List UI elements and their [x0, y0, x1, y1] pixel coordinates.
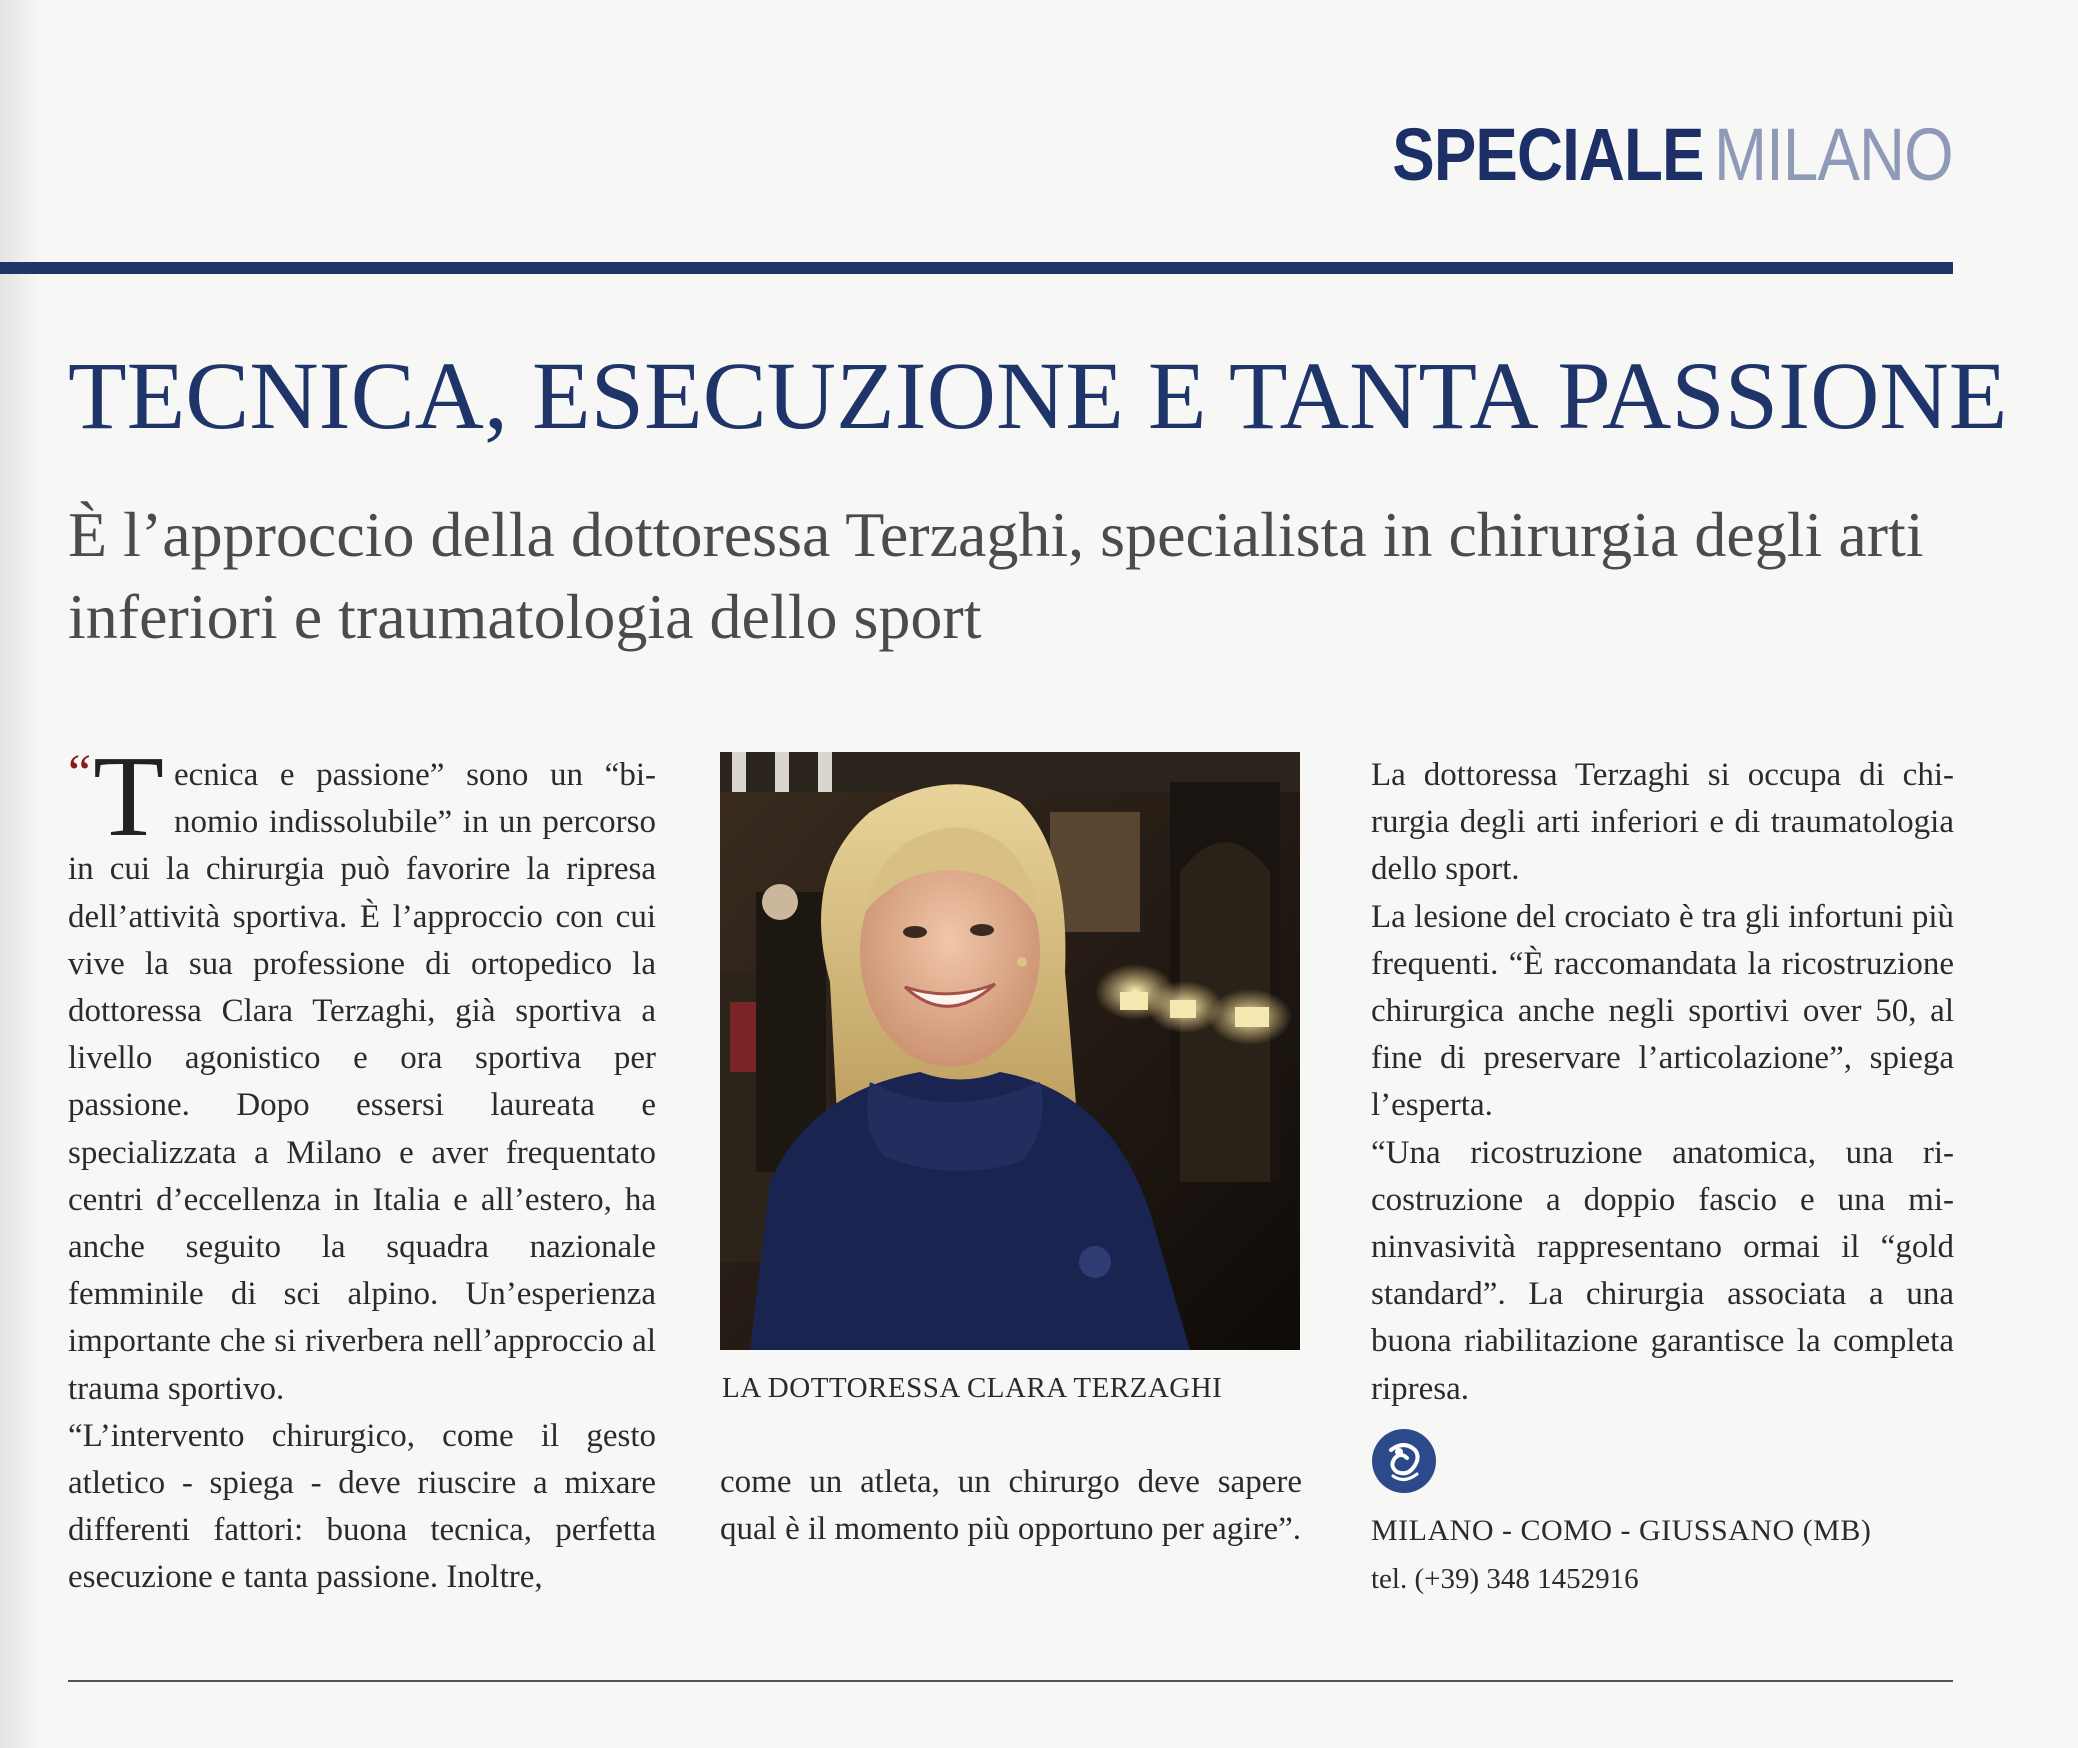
contact-phone: tel. (+39) 348 1452916 [1371, 1563, 1639, 1595]
article-subheadline: È l’approccio della dottoressa Terzaghi, specialista in chirurgia degli arti inferiori e traumatologia dello sport [68, 499, 1924, 652]
left-paragraph-1-text: ecnica e passione” sono un “binomio indissolubile” in un percorso in cui la chirurgia può favorire la ripresa dell’attività sportiva. È l’approccio con cui vive la sua professione di ortopedico la dottoressa Clara Terzaghi, già sportiva a livello agonistico e ora sportiva per passione. Dopo essersi laureata e specializzata a Milano e aver frequentato centri d’eccellenza in Italia e all’estero, ha anche seguito la squadra nazionale femminile di sci alpino. Un’esperienza importante che si riverbera nell’approccio al trauma sportivo. [68, 757, 656, 1407]
contact-cities: MILANO - COMO - GIUSSANO (MB) [1371, 1514, 1872, 1547]
dropcap-quote: “ [68, 745, 90, 802]
clinic-logo-icon [1371, 1428, 1437, 1494]
right-paragraph-2: La lesione del crociato è tra gli infortuni più frequenti. “È raccomandata la ricostruzione chirurgica anche negli sportivi over 50, al fine di preservare l’articolazione”, spiega l’esperta. [1371, 898, 1954, 1124]
left-paragraph-2: “L’intervento chirurgico, come il gesto atletico - spiega - deve riuscire a mixare differenti fattori: buona tecnica, perfetta esecuzione e tanta passione. Inoltre, [68, 1417, 656, 1596]
portrait-photo [720, 752, 1300, 1350]
article-column-middle [720, 1459, 1302, 1553]
middle-paragraph: come un atleta, un chirurgo deve sapere qual è il momento più opportuno per agire”. [720, 1464, 1302, 1548]
footer-rule [68, 1680, 1953, 1682]
dropcap-letter: T [93, 733, 164, 861]
section-header [1392, 113, 1953, 196]
right-paragraph-3: “Una ricostruzione anatomica, una ricostruzione a doppio fascio e una mininvasività rappresentano ormai il “gold standard”. La chirurgia associata a una buona riabilitazione garantisce la completa ripresa. [1371, 1134, 1954, 1407]
photo-caption: LA DOTTORESSA CLARA TERZAGHI [722, 1372, 1223, 1404]
portrait-illustration [720, 752, 1300, 1350]
article-column-right [1371, 752, 1954, 1413]
section-label-speciale: SPECIALE [1392, 113, 1704, 196]
article-column-left [68, 733, 656, 1602]
section-label-milano: MILANO [1714, 113, 1953, 196]
right-paragraph-1: La dottoressa Terzaghi si occupa di chirurgia degli arti inferiori e di traumatologia dello sport. [1371, 757, 1954, 888]
article-headline: TECNICA, ESECUZIONE E TANTA PASSIONE [68, 342, 2008, 449]
header-rule [0, 262, 1953, 274]
left-paragraph-1 [68, 733, 656, 1413]
